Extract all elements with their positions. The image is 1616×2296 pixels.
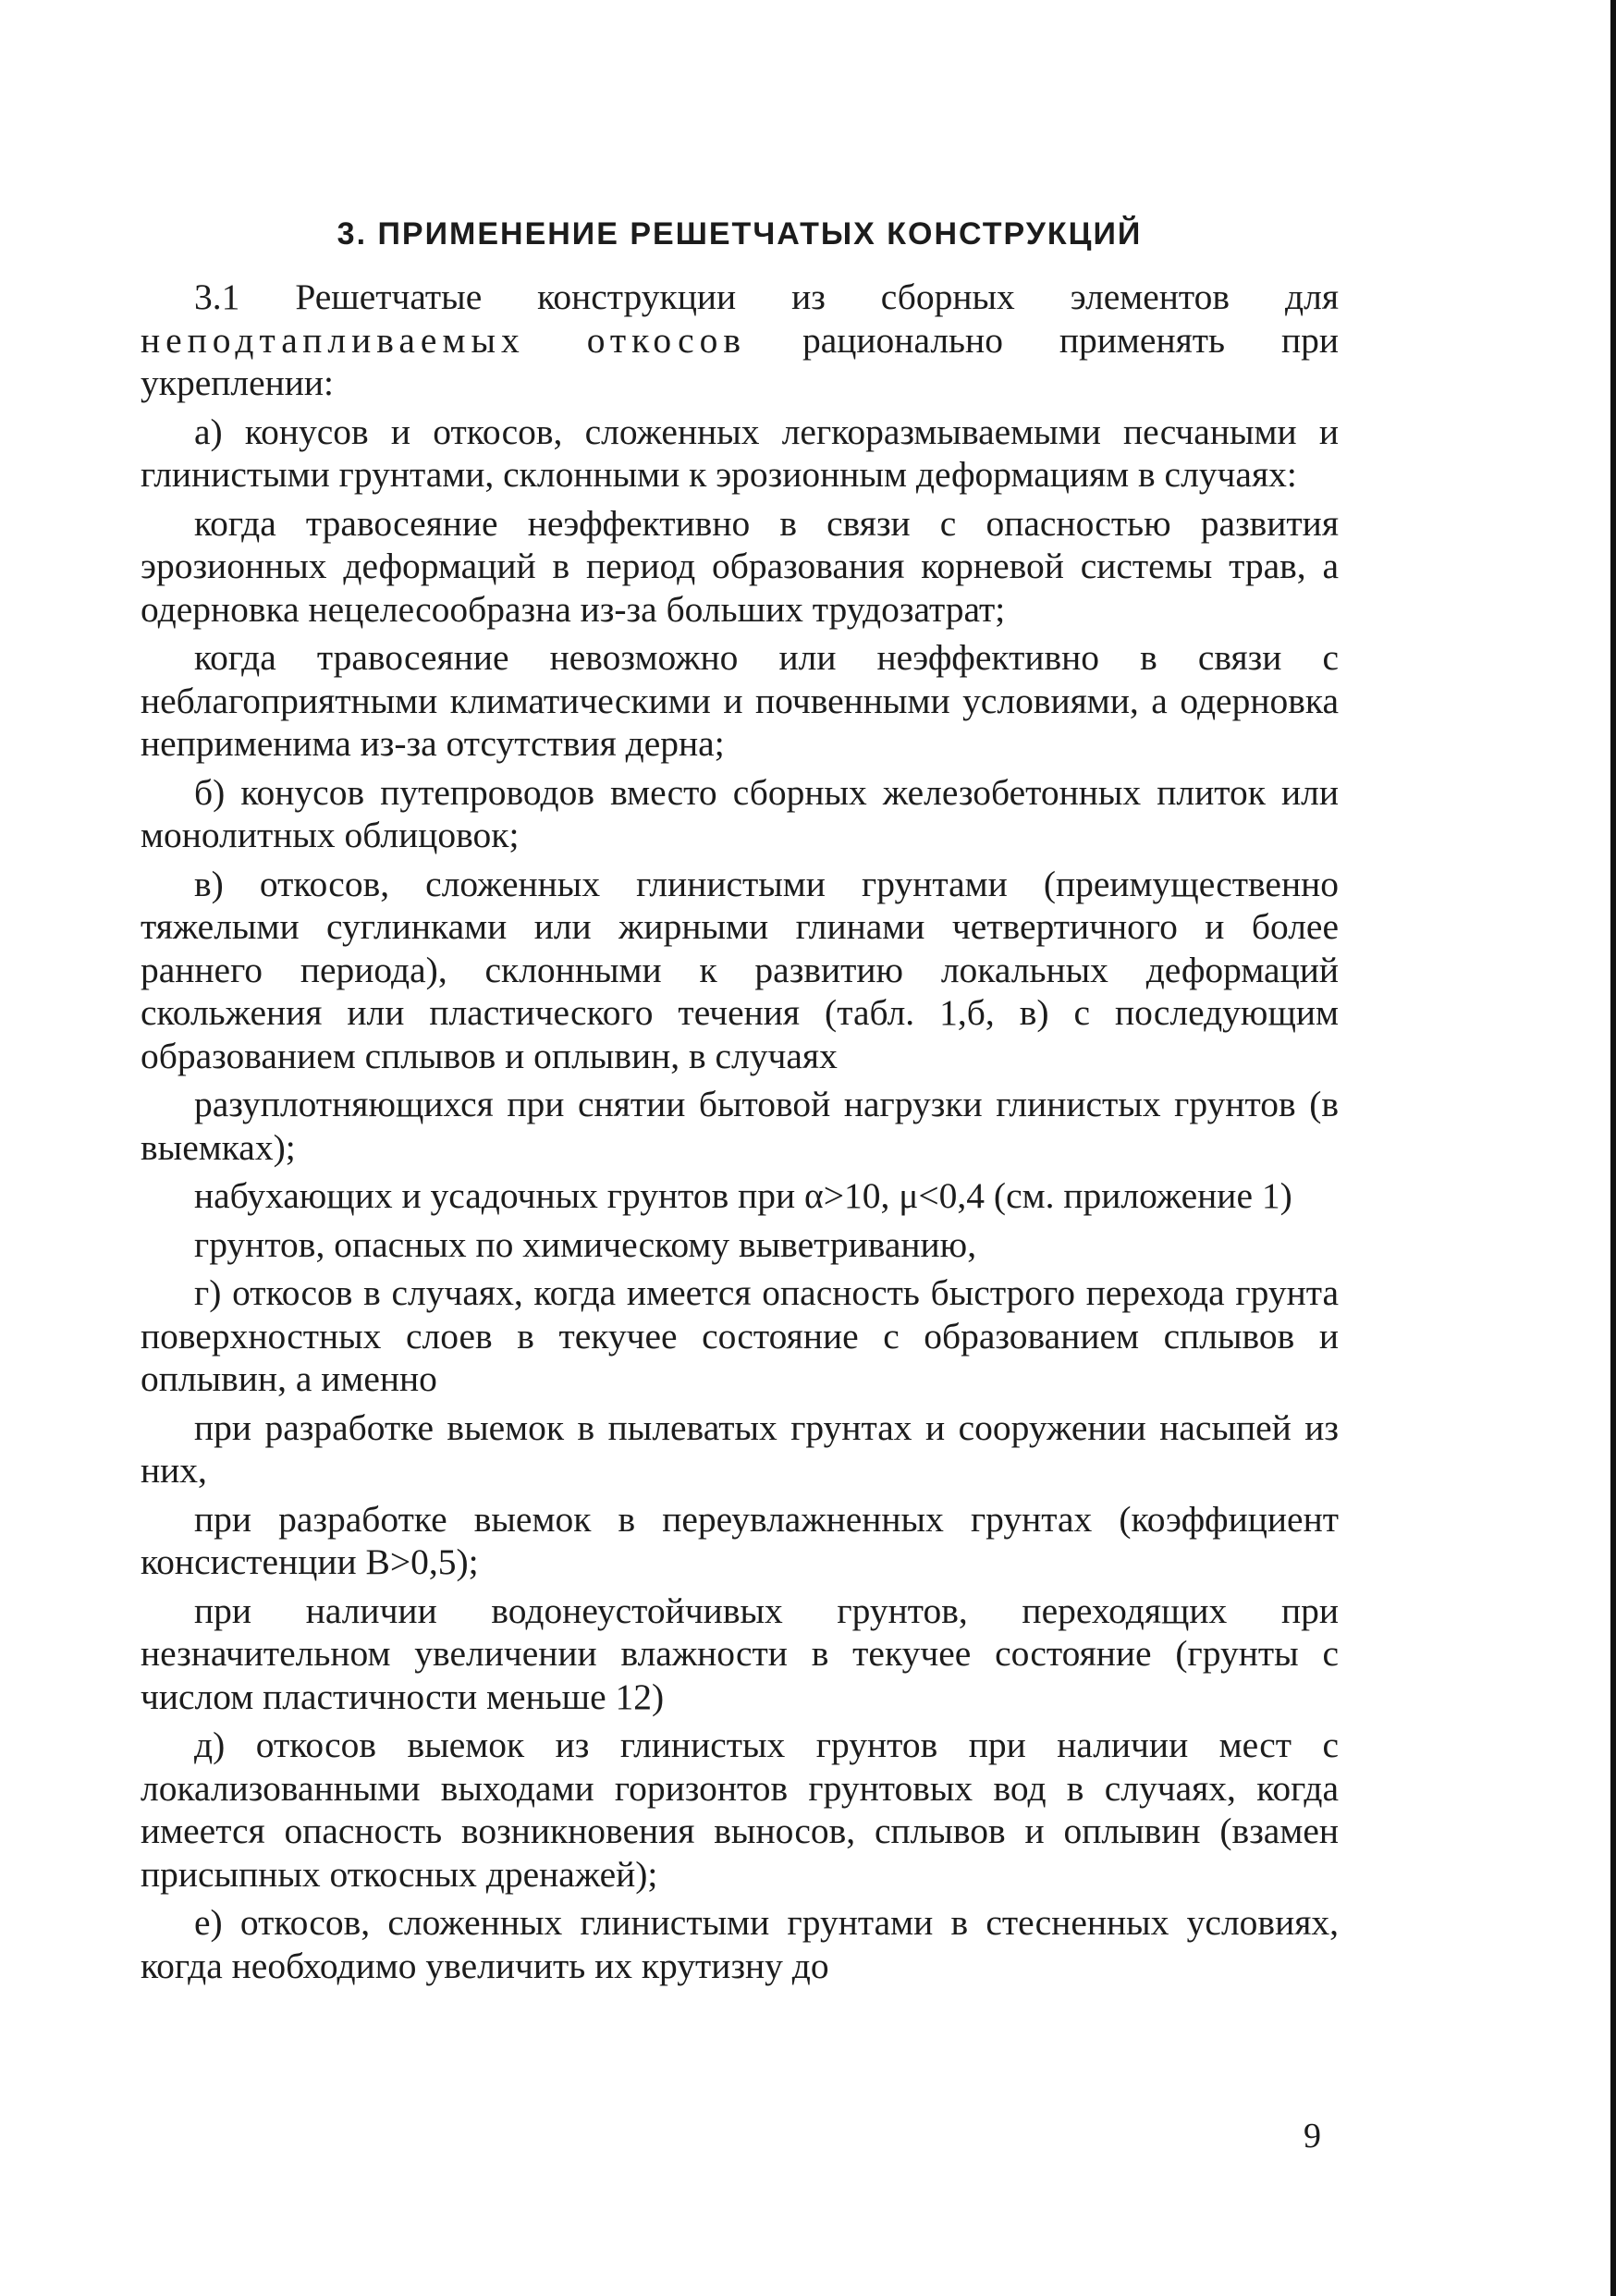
- page-edge-border: [1610, 0, 1616, 2296]
- item-v: в) откосов, сложенных глинистыми грунтами (преимущественно тяжелыми суглинками или жирными глинами четвертичного и более раннего периода), склонными к развитию локальных деформаций скольжения или пластического течения (табл. 1,б, в) с последующим образованием сплывов и оплывин, в случаях: [141, 863, 1339, 1076]
- item-v-case-3: грунтов, опасных по химическому выветриванию,: [194, 1223, 977, 1265]
- item-b: б) конусов путепроводов вместо сборных железобетонных плиток или монолитных облицовок;: [141, 771, 1339, 855]
- item-a: а) конусов и откосов, сложенных легкоразмываемыми песчаными и глинистыми грунтами, склонными к эрозионным деформациям в случаях:: [141, 411, 1339, 495]
- spaced-emphasis-text: неподтапливаемых откосов: [141, 319, 747, 361]
- paragraph-3-1-start: 3.1 Решетчатые конструкции из сборных элементов для: [194, 276, 1339, 317]
- item-g-case-3: при наличии водонеустойчивых грунтов, переходящих при незначительном увеличении влажности в текучее состояние (грунты с числом пластичности меньше 12): [141, 1590, 1339, 1717]
- page-number: 9: [1304, 2117, 1321, 2155]
- paragraph-3-1-end: рационально применять при укреплении:: [141, 319, 1340, 403]
- item-g: г) откосов в случаях, когда имеется опасность быстрого перехода грунта поверхностных слоев в текучее состояние с образованием сплывов и оплывин, а именно: [141, 1272, 1339, 1399]
- item-v-case-2: набухающих и усадочных грунтов при α>10, μ<0,4 (см. приложение 1): [194, 1175, 1292, 1216]
- item-a-case-1: когда травосеяние неэффективно в связи с опасностью развития эрозионных деформаций в период образования корневой системы трав, а одерновка нецелесообразна из-за больших трудозатрат;: [141, 502, 1339, 630]
- item-e: е) откосов, сложенных глинистыми грунтами в стесненных условиях, когда необходимо увеличить их крутизну до: [141, 1902, 1339, 1986]
- item-d: д) откосов выемок из глинистых грунтов при наличии мест с локализованными выходами горизонтов грунтовых вод в случаях, когда имеется опасность возникновения выносов, сплывов и оплывин (взамен присыпных откосных дренажей);: [141, 1725, 1339, 1895]
- section-heading: 3. ПРИМЕНЕНИЕ РЕШЕТЧАТЫХ КОНСТРУКЦИЙ: [337, 216, 1143, 252]
- document-page: [141, 213, 1339, 1993]
- item-g-case-1: при разработке выемок в пылеватых грунтах и сооружении насыпей из них,: [141, 1406, 1339, 1491]
- item-a-case-2: когда травосеяние невозможно или неэффективно в связи с неблагоприятными климатическими и почвенными условиями, а одерновка неприменима из-за отсутствия дерна;: [141, 637, 1339, 764]
- paragraph-3-1: [141, 276, 1339, 405]
- item-v-case-1: разуплотняющихся при снятии бытовой нагрузки глинистых грунтов (в выемках);: [141, 1084, 1339, 1168]
- item-g-case-2: при разработке выемок в переувлажненных грунтах (коэффициент консистенции B>0,5);: [141, 1498, 1339, 1582]
